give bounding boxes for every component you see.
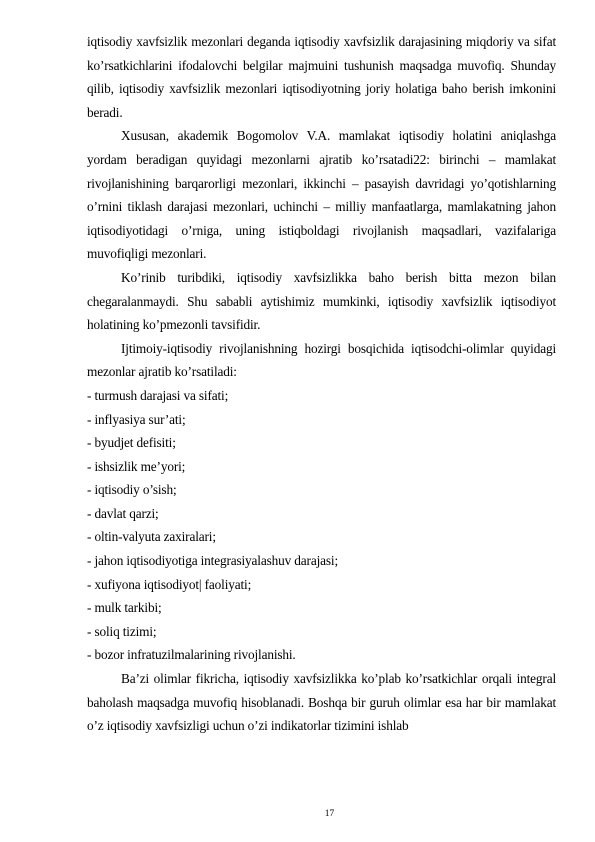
list-item: - xufiyona iqtisodiyot| faoliyati; xyxy=(87,576,252,592)
criteria-list xyxy=(87,384,556,667)
list-item: - iqtisodiy o’sish; xyxy=(87,482,177,498)
list-item: - soliq tizimi; xyxy=(87,623,157,639)
list-item: - inflyasiya sur’ati; xyxy=(87,411,186,427)
paragraph-continued: iqtisodiy xavfsizlik mezonlari deganda iqtisodiy xavfsizlik darajasining miqdoriy va sifat ko’rsatkichlarini ifodalovchi belgilar majmuini tushunish maqsadga muvofiq. Shunday qilib, iqtisodiy xavfsizlik mezonlari iqtisodiyotning joriy holatiga baho berish imkonini beradi. xyxy=(87,34,556,120)
list-item: - byudjet defisiti; xyxy=(87,435,176,451)
list-item: - oltin-valyuta zaxiralari; xyxy=(87,529,216,545)
paragraph-bogomolov-criteria: Xususan, akademik Bogomolov V.A. mamlakat iqtisodiy holatini aniqlashga yordam beradigan quyidagi mezonlarni ajratib ko’rsatadi22: birinchi – mamlakat rivojlanishining barqarorligi mezonlari, ikkinchi – pasayish davridagi yo’qotishlarning o’rnini tiklash darajasi mezonlari, uchinchi – milliy manfaatlarga, mamlakatning jahon iqtisodiyotidagi o’rniga, uning istiqboldagi rivojlanish maqsadlari, vazifalariga muvofiqligi mezonlari. xyxy=(87,128,556,262)
list-item: - bozor infratuzilmalarining rivojlanishi. xyxy=(87,647,296,663)
paragraph-list-intro: Ijtimoiy-iqtisodiy rivojlanishning hozirgi bosqichida iqtisodchi-olimlar quyidagi mezonlar ajratib ko’rsatiladi: xyxy=(87,340,556,380)
body-text xyxy=(87,30,556,738)
list-item: - ishsizlik me’yori; xyxy=(87,458,186,474)
list-item: - jahon iqtisodiyotiga integrasiyalashuv darajasi; xyxy=(87,553,338,569)
list-item: - turmush darajasi va sifati; xyxy=(87,387,229,403)
list-item: - davlat qarzi; xyxy=(87,505,159,521)
list-item: - mulk tarkibi; xyxy=(87,600,162,616)
page-number: 17 xyxy=(324,809,335,819)
paragraph-integral-assessment: Ba’zi olimlar fikricha, iqtisodiy xavfsizlikka ko’plab ko’rsatkichlar orqali integral baholash maqsadga muvofiq hisoblanadi. Boshqa bir guruh olimlar esa har bir mamlakat o’z iqtisodiy xavfsizligi uchun o’zi indikatorlar tizimini ishlab xyxy=(87,671,556,734)
paragraph-multicriteria: Ko’rinib turibdiki, iqtisodiy xavfsizlikka baho berish bitta mezon bilan chegaralanmaydi. Shu sababli aytishimiz mumkinki, iqtisodiy xavfsizlik iqtisodiyot holatining ko’pmezonli tavsifidir. xyxy=(87,269,556,333)
